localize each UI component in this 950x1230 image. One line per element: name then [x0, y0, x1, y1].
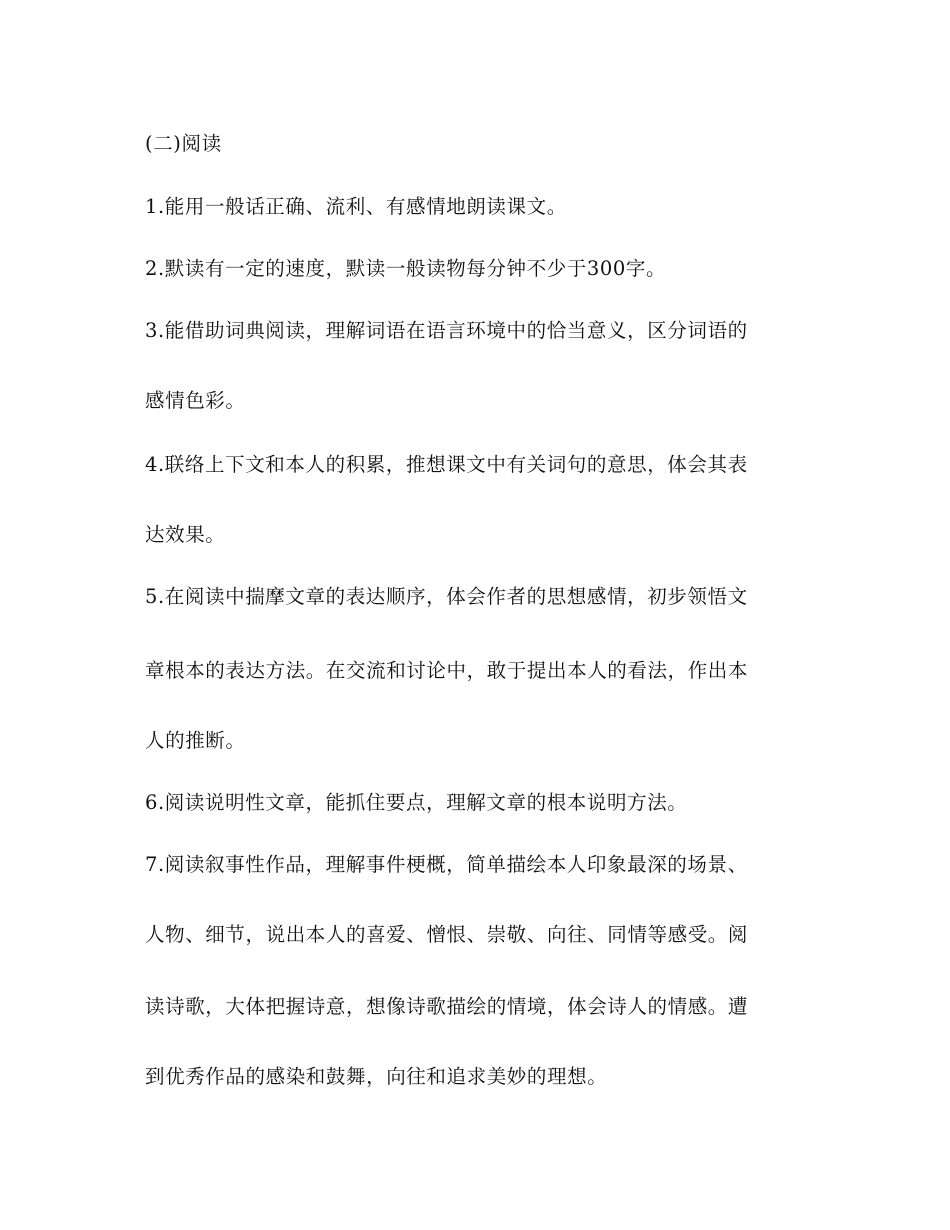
item-7-line-3: 读诗歌，大体把握诗意，想像诗歌描绘的情境，体会诗人的情感。遭 [145, 995, 749, 1018]
item-7-line-4: 到优秀作品的感染和鼓舞，向往和追求美妙的理想。 [145, 1065, 608, 1088]
item-6-line-1: 6.阅读说明性文章，能抓住要点，理解文章的根本说明方法。 [145, 791, 688, 814]
item-7-line-1: 7.阅读叙事性作品，理解事件梗概，简单描绘本人印象最深的场景、 [145, 853, 748, 876]
item-4-line-1: 4.联络上下文和本人的积累，推想课文中有关词句的意思，体会其表 [145, 453, 748, 476]
item-7-line-2: 人物、细节，说出本人的喜爱、憎恨、崇敬、向往、同情等感受。阅 [145, 923, 749, 946]
section-heading: (二)阅读 [145, 132, 222, 155]
item-5-line-2: 章根本的表达方法。在交流和讨论中，敢于提出本人的看法，作出本 [145, 659, 749, 682]
item-1-line-1: 1.能用一般话正确、流利、有感情地朗读课文。 [145, 195, 567, 218]
item-5-line-1: 5.在阅读中揣摩文章的表达顺序，体会作者的思想感情，初步领悟文 [145, 585, 748, 608]
item-3-line-1: 3.能借助词典阅读，理解词语在语言环境中的恰当意义，区分词语的 [145, 319, 748, 342]
item-5-line-3: 人的推断。 [145, 729, 246, 752]
item-2-line-1: 2.默读有一定的速度，默读一般读物每分钟不少于300字。 [145, 257, 667, 280]
item-4-line-2: 达效果。 [145, 523, 226, 546]
item-3-line-2: 感情色彩。 [145, 389, 246, 412]
